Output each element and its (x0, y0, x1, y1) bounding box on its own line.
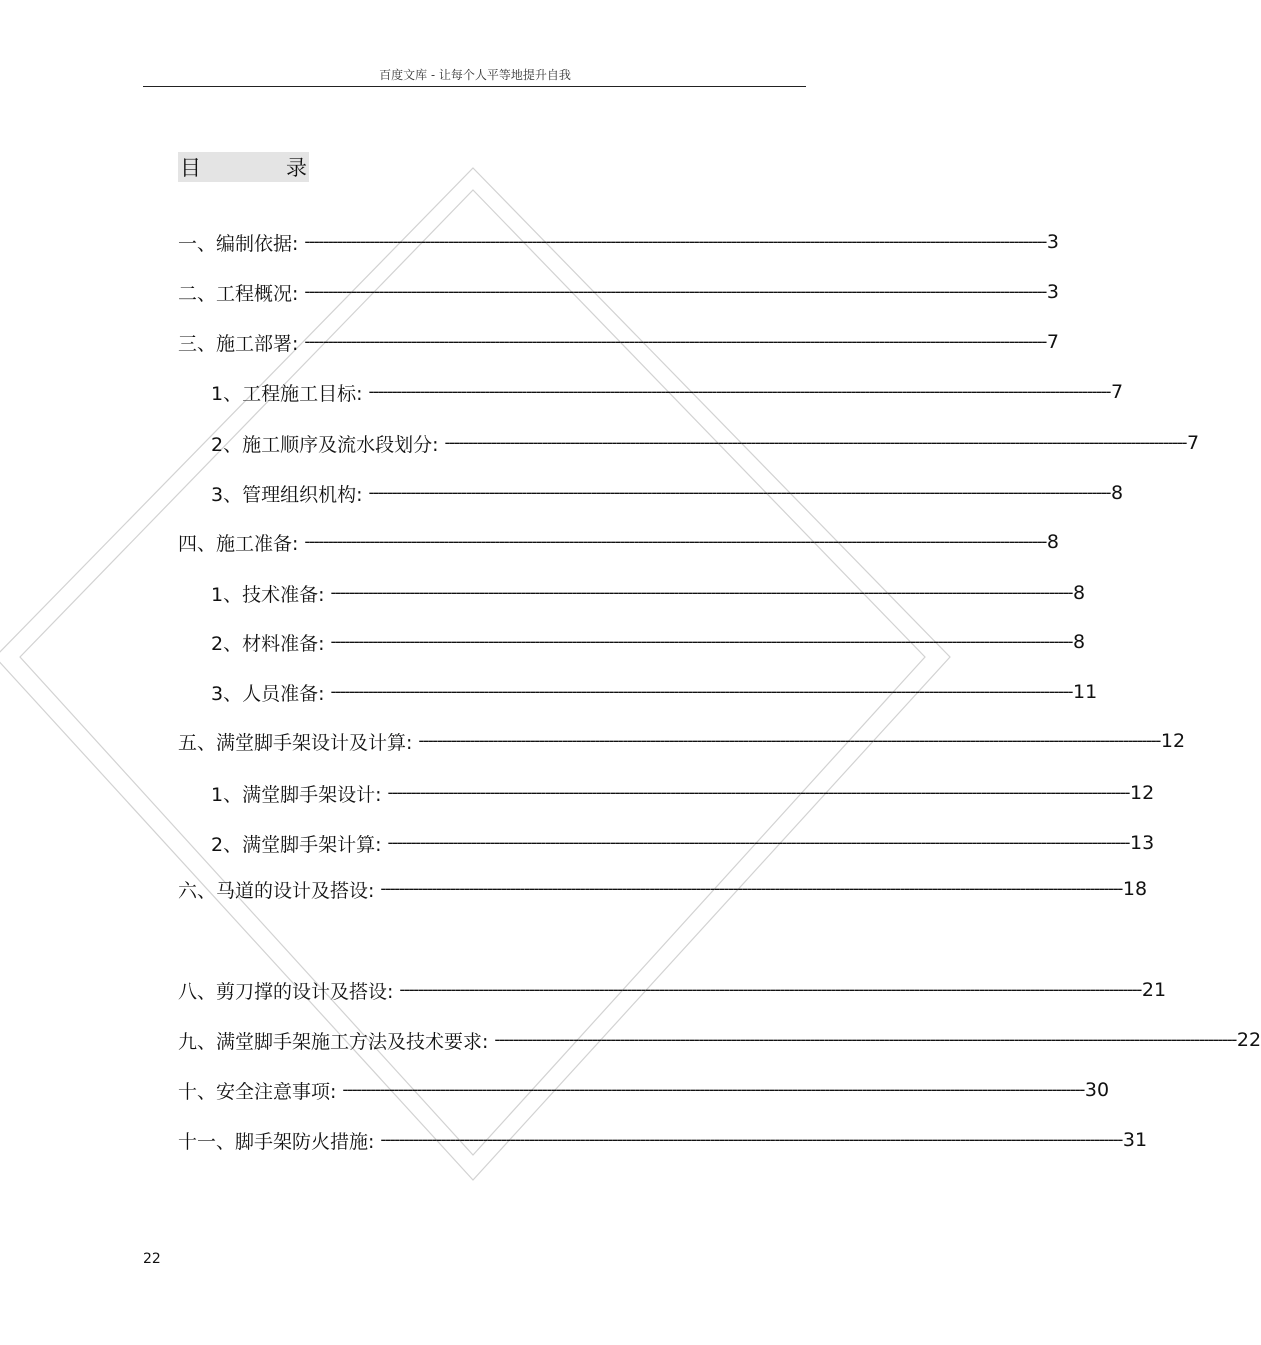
toc-entry-page: 7 (1110, 381, 1124, 403)
toc-entry-page: 11 (1072, 681, 1098, 703)
toc-entry-label: 一、编制依据: (178, 232, 299, 255)
toc-entry-page: 8 (1072, 582, 1086, 604)
toc-leader-dashes: ---------------------------------------------------------------------------------------------------------------------------------------------------------------- (342, 1080, 1084, 1100)
toc-entry-label: 二、工程概况: (178, 282, 299, 305)
toc-entry[interactable] (178, 1027, 1261, 1053)
toc-title-char-1: 目 (180, 156, 201, 180)
toc-entry-page: 8 (1046, 531, 1059, 553)
toc-entry[interactable] (178, 876, 1148, 902)
toc-leader-dashes: ---------------------------------------------------------------------------------------------------------------------------------------------------------------- (330, 632, 1072, 652)
toc-entry[interactable] (178, 329, 1059, 355)
toc-entry[interactable] (211, 629, 1086, 655)
toc-entry-label: 八、剪刀撑的设计及搭设: (178, 980, 394, 1003)
toc-entry[interactable] (178, 279, 1059, 305)
toc-entry-page: 12 (1129, 782, 1155, 804)
toc-entry-label: 九、满堂脚手架施工方法及技术要求: (178, 1030, 489, 1053)
toc-entry-page: 13 (1129, 832, 1155, 854)
toc-leader-dashes: ---------------------------------------------------------------------------------------------------------------------------------------------------------------- (387, 833, 1129, 853)
toc-entry-page: 7 (1186, 432, 1200, 454)
toc-entry-label: 四、施工准备: (178, 532, 299, 555)
toc-entry-label: 1、技术准备: (211, 583, 325, 606)
toc-entry[interactable] (178, 529, 1059, 555)
toc-entry[interactable] (211, 830, 1155, 856)
toc-leader-dashes: ---------------------------------------------------------------------------------------------------------------------------------------------------------------- (330, 682, 1072, 702)
toc-entry-page: 30 (1084, 1079, 1110, 1101)
document-header: 百度文库 - 让每个人平等地提升自我 (379, 68, 571, 82)
toc-entry-label: 1、满堂脚手架设计: (211, 783, 382, 806)
header-divider (143, 86, 806, 87)
toc-entry[interactable] (211, 480, 1124, 506)
toc-title-char-2: 录 (286, 156, 307, 180)
toc-entry[interactable] (178, 728, 1186, 754)
toc-entry[interactable] (178, 977, 1167, 1003)
toc-leader-dashes: ---------------------------------------------------------------------------------------------------------------------------------------------------------------- (380, 1130, 1122, 1150)
toc-entry-page: 8 (1110, 482, 1124, 504)
toc-leader-dashes: ---------------------------------------------------------------------------------------------------------------------------------------------------------------- (304, 532, 1046, 552)
toc-leader-dashes: ---------------------------------------------------------------------------------------------------------------------------------------------------------------- (444, 433, 1186, 453)
toc-entry-label: 三、施工部署: (178, 332, 299, 355)
toc-entry[interactable] (178, 1077, 1110, 1103)
toc-leader-dashes: ---------------------------------------------------------------------------------------------------------------------------------------------------------------- (418, 731, 1160, 751)
toc-entry[interactable] (211, 379, 1124, 405)
toc-leader-dashes: ---------------------------------------------------------------------------------------------------------------------------------------------------------------- (330, 583, 1072, 603)
toc-entry-label: 3、人员准备: (211, 682, 325, 705)
toc-entry-label: 2、满堂脚手架计算: (211, 833, 382, 856)
toc-entry[interactable] (211, 580, 1086, 606)
toc-entry[interactable] (178, 1127, 1148, 1153)
toc-entry-label: 六、马道的设计及搭设: (178, 879, 375, 902)
toc-leader-dashes: ---------------------------------------------------------------------------------------------------------------------------------------------------------------- (494, 1030, 1236, 1050)
toc-entry-page: 31 (1122, 1129, 1148, 1151)
toc-entry-label: 2、施工顺序及流水段划分: (211, 433, 439, 456)
toc-entry-page: 8 (1072, 631, 1086, 653)
toc-entry-label: 十一、脚手架防火措施: (178, 1130, 375, 1153)
toc-entry[interactable] (211, 780, 1155, 806)
toc-leader-dashes: ---------------------------------------------------------------------------------------------------------------------------------------------------------------- (387, 783, 1129, 803)
toc-entry-page: 3 (1046, 281, 1059, 303)
toc-entry-label: 3、管理组织机构: (211, 483, 363, 506)
toc-leader-dashes: ---------------------------------------------------------------------------------------------------------------------------------------------------------------- (368, 382, 1110, 402)
toc-leader-dashes: ---------------------------------------------------------------------------------------------------------------------------------------------------------------- (304, 332, 1046, 352)
toc-entry-page: 12 (1160, 730, 1186, 752)
toc-entry-page: 3 (1046, 231, 1059, 253)
toc-entry-label: 1、工程施工目标: (211, 382, 363, 405)
toc-entry-label: 2、材料准备: (211, 632, 325, 655)
toc-entry-page: 22 (1236, 1029, 1261, 1051)
toc-leader-dashes: ---------------------------------------------------------------------------------------------------------------------------------------------------------------- (304, 282, 1046, 302)
toc-entry-label: 十、安全注意事项: (178, 1080, 337, 1103)
toc-entry[interactable] (178, 229, 1059, 255)
toc-entry-page: 18 (1122, 878, 1148, 900)
toc-leader-dashes: ---------------------------------------------------------------------------------------------------------------------------------------------------------------- (380, 879, 1122, 899)
toc-entry-label: 五、满堂脚手架设计及计算: (178, 731, 413, 754)
toc-entry[interactable] (211, 430, 1200, 456)
toc-leader-dashes: ---------------------------------------------------------------------------------------------------------------------------------------------------------------- (368, 483, 1110, 503)
toc-entry-page: 21 (1141, 979, 1167, 1001)
toc-leader-dashes: ---------------------------------------------------------------------------------------------------------------------------------------------------------------- (399, 980, 1141, 1000)
toc-entry[interactable] (211, 679, 1098, 705)
toc-title (178, 152, 309, 182)
toc-leader-dashes: ---------------------------------------------------------------------------------------------------------------------------------------------------------------- (304, 232, 1046, 252)
page-number: 22 (143, 1251, 161, 1267)
toc-entry-page: 7 (1046, 331, 1059, 353)
